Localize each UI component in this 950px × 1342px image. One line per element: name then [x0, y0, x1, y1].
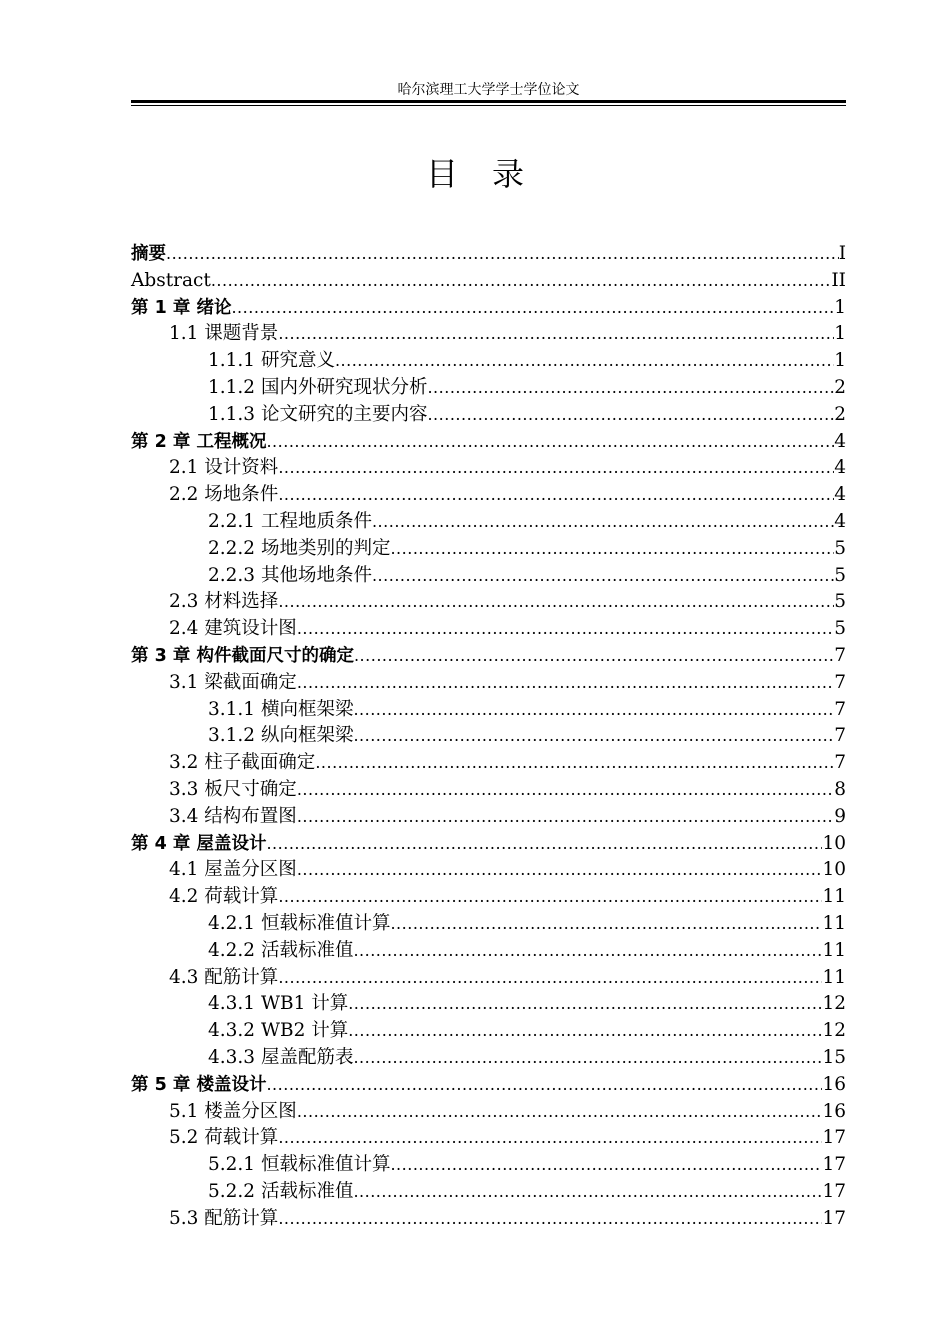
- toc-dot-leader: [166, 241, 839, 268]
- toc-dot-leader: [297, 857, 823, 884]
- toc-entry-page-number: 5: [834, 564, 846, 586]
- toc-entry-page-number: 11: [822, 886, 846, 908]
- toc-entry[interactable]: [131, 348, 846, 375]
- toc-entry[interactable]: [131, 911, 846, 938]
- toc-entry-label: 第 1 章 绪论: [131, 297, 232, 318]
- toc-dot-leader: [390, 911, 822, 938]
- toc-dot-leader: [266, 1072, 822, 1099]
- toc-entry[interactable]: [131, 295, 846, 322]
- toc-dot-leader: [353, 938, 822, 965]
- toc-entry-label: 4.3.2 WB2 计算: [208, 1020, 349, 1042]
- toc-dot-leader: [278, 455, 834, 482]
- toc-entry-label: 摘要: [131, 244, 166, 264]
- toc-entry[interactable]: [131, 375, 846, 402]
- toc-entry[interactable]: [131, 402, 846, 429]
- toc-entry[interactable]: [131, 723, 846, 750]
- toc-entry[interactable]: [131, 1099, 846, 1126]
- toc-entry-page-number: 9: [834, 805, 846, 827]
- toc-dot-leader: [278, 321, 834, 348]
- toc-entry-label: 5.1 楼盖分区图: [169, 1100, 297, 1122]
- toc-dot-leader: [266, 831, 822, 858]
- toc-entry-page-number: 12: [822, 993, 846, 1015]
- toc-entry-page-number: 4: [834, 510, 846, 532]
- toc-entry[interactable]: [131, 241, 846, 268]
- toc-dot-leader: [427, 375, 834, 402]
- toc-dot-leader: [278, 1125, 822, 1152]
- toc-entry-label: 3.4 结构布置图: [169, 805, 297, 827]
- toc-entry-label: 1.1.3 论文研究的主要内容: [208, 403, 428, 425]
- toc-dot-leader: [297, 616, 834, 643]
- toc-entry-label: 第 2 章 工程概况: [131, 431, 267, 452]
- toc-entry-page-number: 7: [834, 725, 846, 747]
- toc-entry-label: 3.2 柱子截面确定: [169, 752, 316, 774]
- toc-entry-page-number: 7: [834, 752, 846, 774]
- toc-dot-leader: [315, 750, 834, 777]
- toc-dot-leader: [297, 777, 834, 804]
- toc-entry-page-number: 15: [822, 1046, 846, 1068]
- toc-dot-leader: [278, 965, 822, 992]
- toc-entry-page-number: 1: [834, 350, 846, 372]
- toc-dot-leader: [278, 1206, 822, 1233]
- toc-entry-label: 4.2 荷载计算: [169, 886, 279, 908]
- toc-entry-label: 2.4 建筑设计图: [169, 618, 297, 640]
- toc-entry[interactable]: [131, 643, 846, 670]
- toc-entry[interactable]: [131, 697, 846, 724]
- toc-entry[interactable]: [131, 670, 846, 697]
- toc-entry-page-number: I: [838, 243, 846, 264]
- toc-dot-leader: [266, 429, 834, 456]
- toc-entry[interactable]: [131, 938, 846, 965]
- toc-entry[interactable]: [131, 616, 846, 643]
- toc-entry[interactable]: [131, 455, 846, 482]
- toc-dot-leader: [353, 723, 834, 750]
- toc-entry[interactable]: [131, 777, 846, 804]
- toc-entry[interactable]: [131, 991, 846, 1018]
- toc-entry[interactable]: [131, 1072, 846, 1099]
- toc-dot-leader: [353, 697, 834, 724]
- toc-entry-page-number: 10: [822, 832, 846, 854]
- toc-entry[interactable]: [131, 589, 846, 616]
- toc-entry[interactable]: [131, 509, 846, 536]
- toc-entry-label: Abstract: [131, 269, 211, 291]
- toc-entry-label: 3.1 梁截面确定: [169, 671, 297, 693]
- toc-entry-label: 5.2.2 活载标准值: [208, 1180, 354, 1202]
- toc-dot-leader: [278, 884, 822, 911]
- toc-entry[interactable]: [131, 1152, 846, 1179]
- toc-entry-page-number: 1: [834, 296, 846, 318]
- toc-entry-label: 1.1.1 研究意义: [208, 350, 335, 372]
- toc-entry-page-number: 5: [834, 591, 846, 613]
- toc-entry-label: 5.2 荷载计算: [169, 1127, 279, 1149]
- toc-entry-page-number: 5: [834, 618, 846, 640]
- toc-dot-leader: [390, 1152, 822, 1179]
- toc-entry-page-number: 16: [822, 1073, 846, 1095]
- toc-entry-label: 1.1.2 国内外研究现状分析: [208, 376, 428, 398]
- toc-entry-page-number: II: [831, 269, 846, 291]
- toc-entry[interactable]: [131, 965, 846, 992]
- toc-entry-label: 2.3 材料选择: [169, 591, 279, 613]
- toc-entry-label: 5.2.1 恒载标准值计算: [208, 1154, 391, 1176]
- toc-entry-page-number: 17: [822, 1154, 846, 1176]
- toc-entry-page-number: 17: [822, 1127, 846, 1149]
- toc-entry[interactable]: [131, 429, 846, 456]
- toc-entry[interactable]: [131, 857, 846, 884]
- toc-entry-page-number: 11: [822, 912, 846, 934]
- toc-dot-leader: [427, 402, 834, 429]
- toc-entry-label: 3.1.1 横向框架梁: [208, 698, 354, 720]
- toc-entry-page-number: 2: [834, 376, 846, 398]
- header-rule-thick: [131, 100, 846, 103]
- toc-dot-leader: [278, 589, 834, 616]
- toc-entry[interactable]: [131, 831, 846, 858]
- toc-dot-leader: [297, 804, 834, 831]
- toc-entry-label: 2.2 场地条件: [169, 484, 279, 506]
- toc-dot-leader: [372, 563, 834, 590]
- toc-entry-page-number: 1: [834, 323, 846, 345]
- toc-entry-page-number: 4: [834, 484, 846, 506]
- toc-dot-leader: [297, 1099, 823, 1126]
- toc-entry-label: 2.2.1 工程地质条件: [208, 510, 372, 532]
- toc-entry-label: 3.3 板尺寸确定: [169, 778, 297, 800]
- toc-dot-leader: [211, 268, 832, 295]
- toc-entry-label: 2.1 设计资料: [169, 457, 279, 479]
- toc-entry[interactable]: [131, 804, 846, 831]
- toc-entry-page-number: 10: [822, 859, 846, 881]
- toc-dot-leader: [372, 509, 834, 536]
- toc-title: 目录: [425, 155, 558, 193]
- toc-dot-leader: [278, 482, 834, 509]
- toc-entry-label: 4.2.2 活载标准值: [208, 939, 354, 961]
- toc-entry-page-number: 2: [834, 403, 846, 425]
- toc-entry-page-number: 4: [834, 457, 846, 479]
- toc-dot-leader: [353, 1179, 822, 1206]
- toc-entry[interactable]: [131, 1125, 846, 1152]
- toc-entry-page-number: 7: [834, 698, 846, 720]
- toc-dot-leader: [335, 348, 834, 375]
- toc-entry-label: 第 4 章 屋盖设计: [131, 833, 267, 854]
- toc-entry-page-number: 17: [822, 1207, 846, 1229]
- toc-entry-page-number: 7: [834, 644, 846, 666]
- toc-entry-page-number: 5: [834, 537, 846, 559]
- toc-entry[interactable]: [131, 1045, 846, 1072]
- toc-entry-page-number: 4: [834, 430, 846, 452]
- toc-entry-label: 1.1 课题背景: [169, 323, 279, 345]
- toc-entry[interactable]: [131, 268, 846, 295]
- toc-entry-label: 第 3 章 构件截面尺寸的确定: [131, 645, 354, 666]
- toc-entry-label: 4.3.1 WB1 计算: [208, 993, 349, 1015]
- toc-entry[interactable]: [131, 1179, 846, 1206]
- toc-entry-page-number: 12: [822, 1020, 846, 1042]
- toc-entry-label: 2.2.3 其他场地条件: [208, 564, 372, 586]
- toc-entry[interactable]: [131, 321, 846, 348]
- toc-dot-leader: [348, 991, 822, 1018]
- toc-entry-label: 4.2.1 恒载标准值计算: [208, 912, 391, 934]
- toc-entry-page-number: 7: [834, 671, 846, 693]
- toc-entry[interactable]: [131, 482, 846, 509]
- toc-entry-label: 4.3.3 屋盖配筋表: [208, 1046, 354, 1068]
- toc-entry-label: 4.3 配筋计算: [169, 966, 279, 988]
- toc-dot-leader: [297, 670, 834, 697]
- toc-entry-page-number: 16: [822, 1100, 846, 1122]
- toc-dot-leader: [354, 643, 834, 670]
- toc-entry[interactable]: [131, 750, 846, 777]
- toc-entry[interactable]: [131, 1018, 846, 1045]
- toc-dot-leader: [353, 1045, 822, 1072]
- toc-entry-label: 2.2.2 场地类别的判定: [208, 537, 391, 559]
- toc-entry-page-number: 11: [822, 939, 846, 961]
- toc-entry[interactable]: [131, 1206, 846, 1233]
- toc-entry-label: 3.1.2 纵向框架梁: [208, 725, 354, 747]
- toc-entry[interactable]: [131, 536, 846, 563]
- toc-dot-leader: [390, 536, 834, 563]
- toc-entry[interactable]: [131, 884, 846, 911]
- toc-dot-leader: [348, 1018, 822, 1045]
- toc-entry-page-number: 11: [822, 966, 846, 988]
- toc-dot-leader: [231, 295, 834, 322]
- header-rule-thin: [131, 105, 846, 106]
- toc-entry-label: 第 5 章 楼盖设计: [131, 1074, 267, 1095]
- running-header: 哈尔滨理工大学学士学位论文: [397, 82, 580, 98]
- toc-entry-label: 4.1 屋盖分区图: [169, 859, 297, 881]
- table-of-contents: [131, 241, 846, 1232]
- toc-entry-page-number: 8: [834, 778, 846, 800]
- toc-entry-label: 5.3 配筋计算: [169, 1207, 279, 1229]
- toc-entry[interactable]: [131, 563, 846, 590]
- toc-entry-page-number: 17: [822, 1180, 846, 1202]
